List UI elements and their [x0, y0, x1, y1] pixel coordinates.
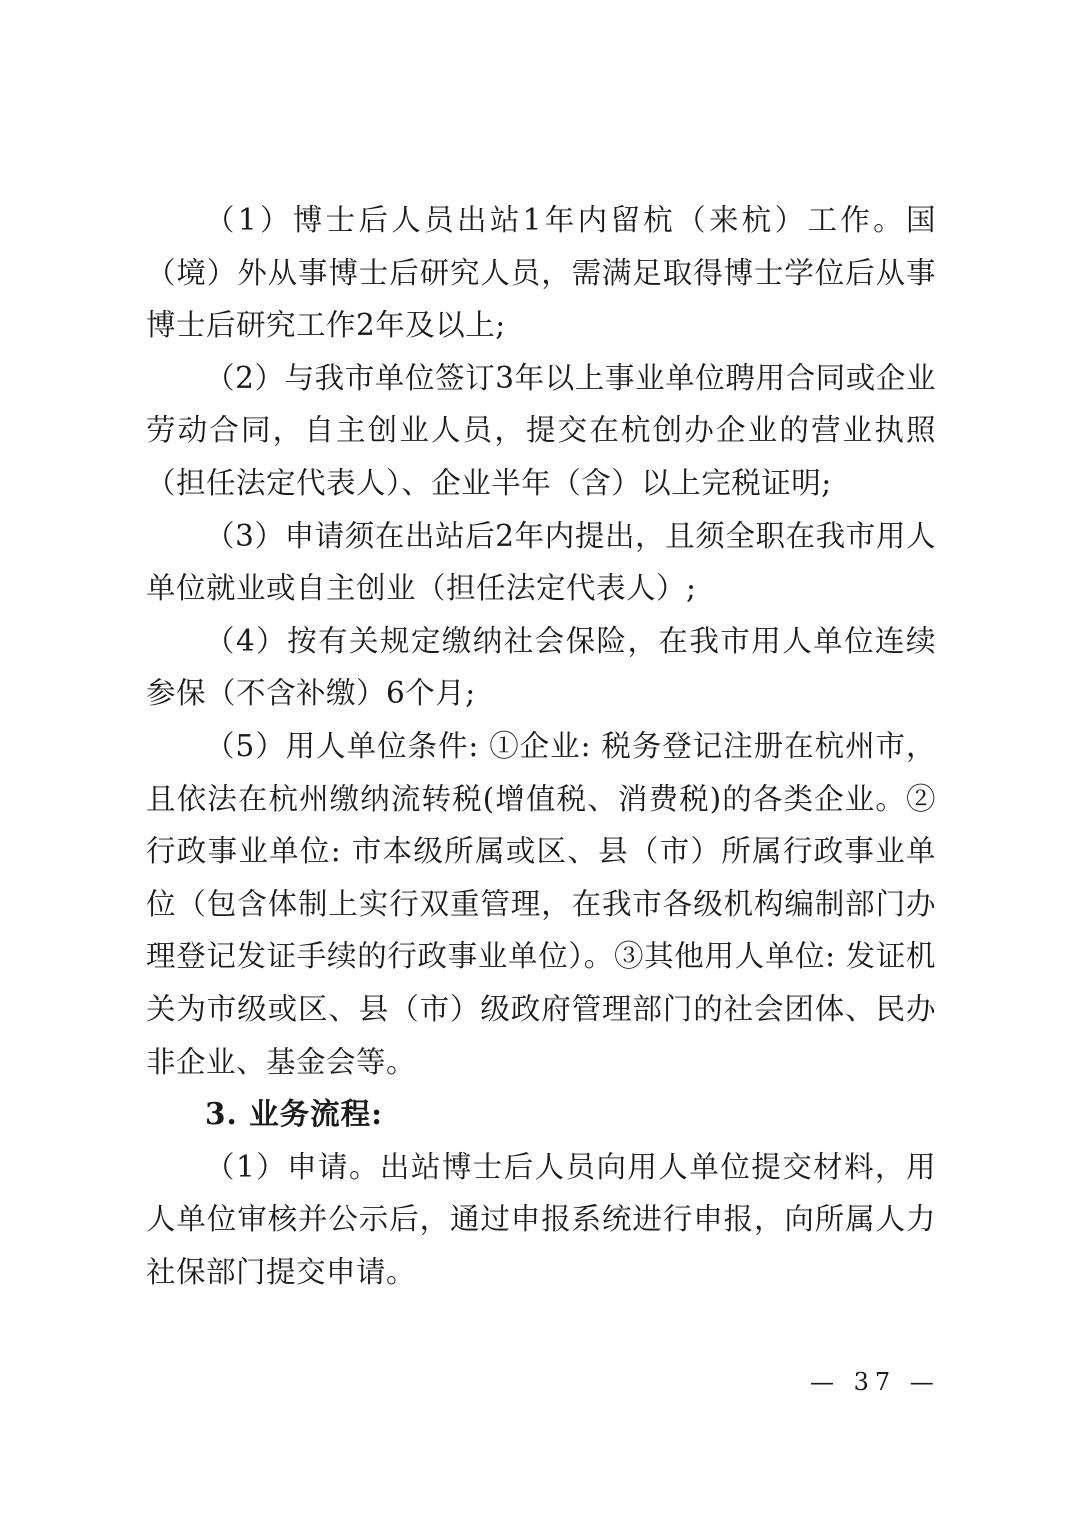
document-body	[146, 194, 936, 1298]
paragraph-condition-2: （2）与我市单位签订3年以上事业单位聘用合同或企业劳动合同，自主创业人员，提交在杭创办企业的营业执照（担任法定代表人）、企业半年（含）以上完税证明;	[146, 360, 936, 500]
paragraph-condition-1: （1）博士后人员出站1年内留杭（来杭）工作。国（境）外从事博士后研究人员，需满足取得博士学位后从事博士后研究工作2年及以上;	[146, 203, 936, 343]
section-heading: 3. 业务流程:	[205, 1096, 383, 1132]
paragraph-process-1: （1）申请。出站博士后人员向用人单位提交材料，用人单位审核并公示后，通过申报系统进行申报，向所属人力社保部门提交申请。	[146, 1149, 936, 1289]
page-number: — 37 —	[810, 1368, 940, 1396]
paragraph-condition-4: （4）按有关规定缴纳社会保险，在我市用人单位连续参保（不含补缴）6个月;	[146, 623, 936, 711]
paragraph-condition-5: （5）用人单位条件: ①企业: 税务登记注册在杭州市，且依法在杭州缴纳流转税(增值税、消费税)的各类企业。②行政事业单位: 市本级所属或区、县（市）所属行政事业单位（包含体制上实行双重管理，在我市各级机构编制部门办理登记发证手续的行政事业单位）。③其他用人单位: 发证机关为市级或区、县（市）级政府管理部门的社会团体、民办非企业、基金会等。	[146, 728, 936, 1079]
paragraph-condition-3: （3）申请须在出站后2年内提出，且须全职在我市用人单位就业或自主创业（担任法定代表人）;	[146, 518, 936, 606]
